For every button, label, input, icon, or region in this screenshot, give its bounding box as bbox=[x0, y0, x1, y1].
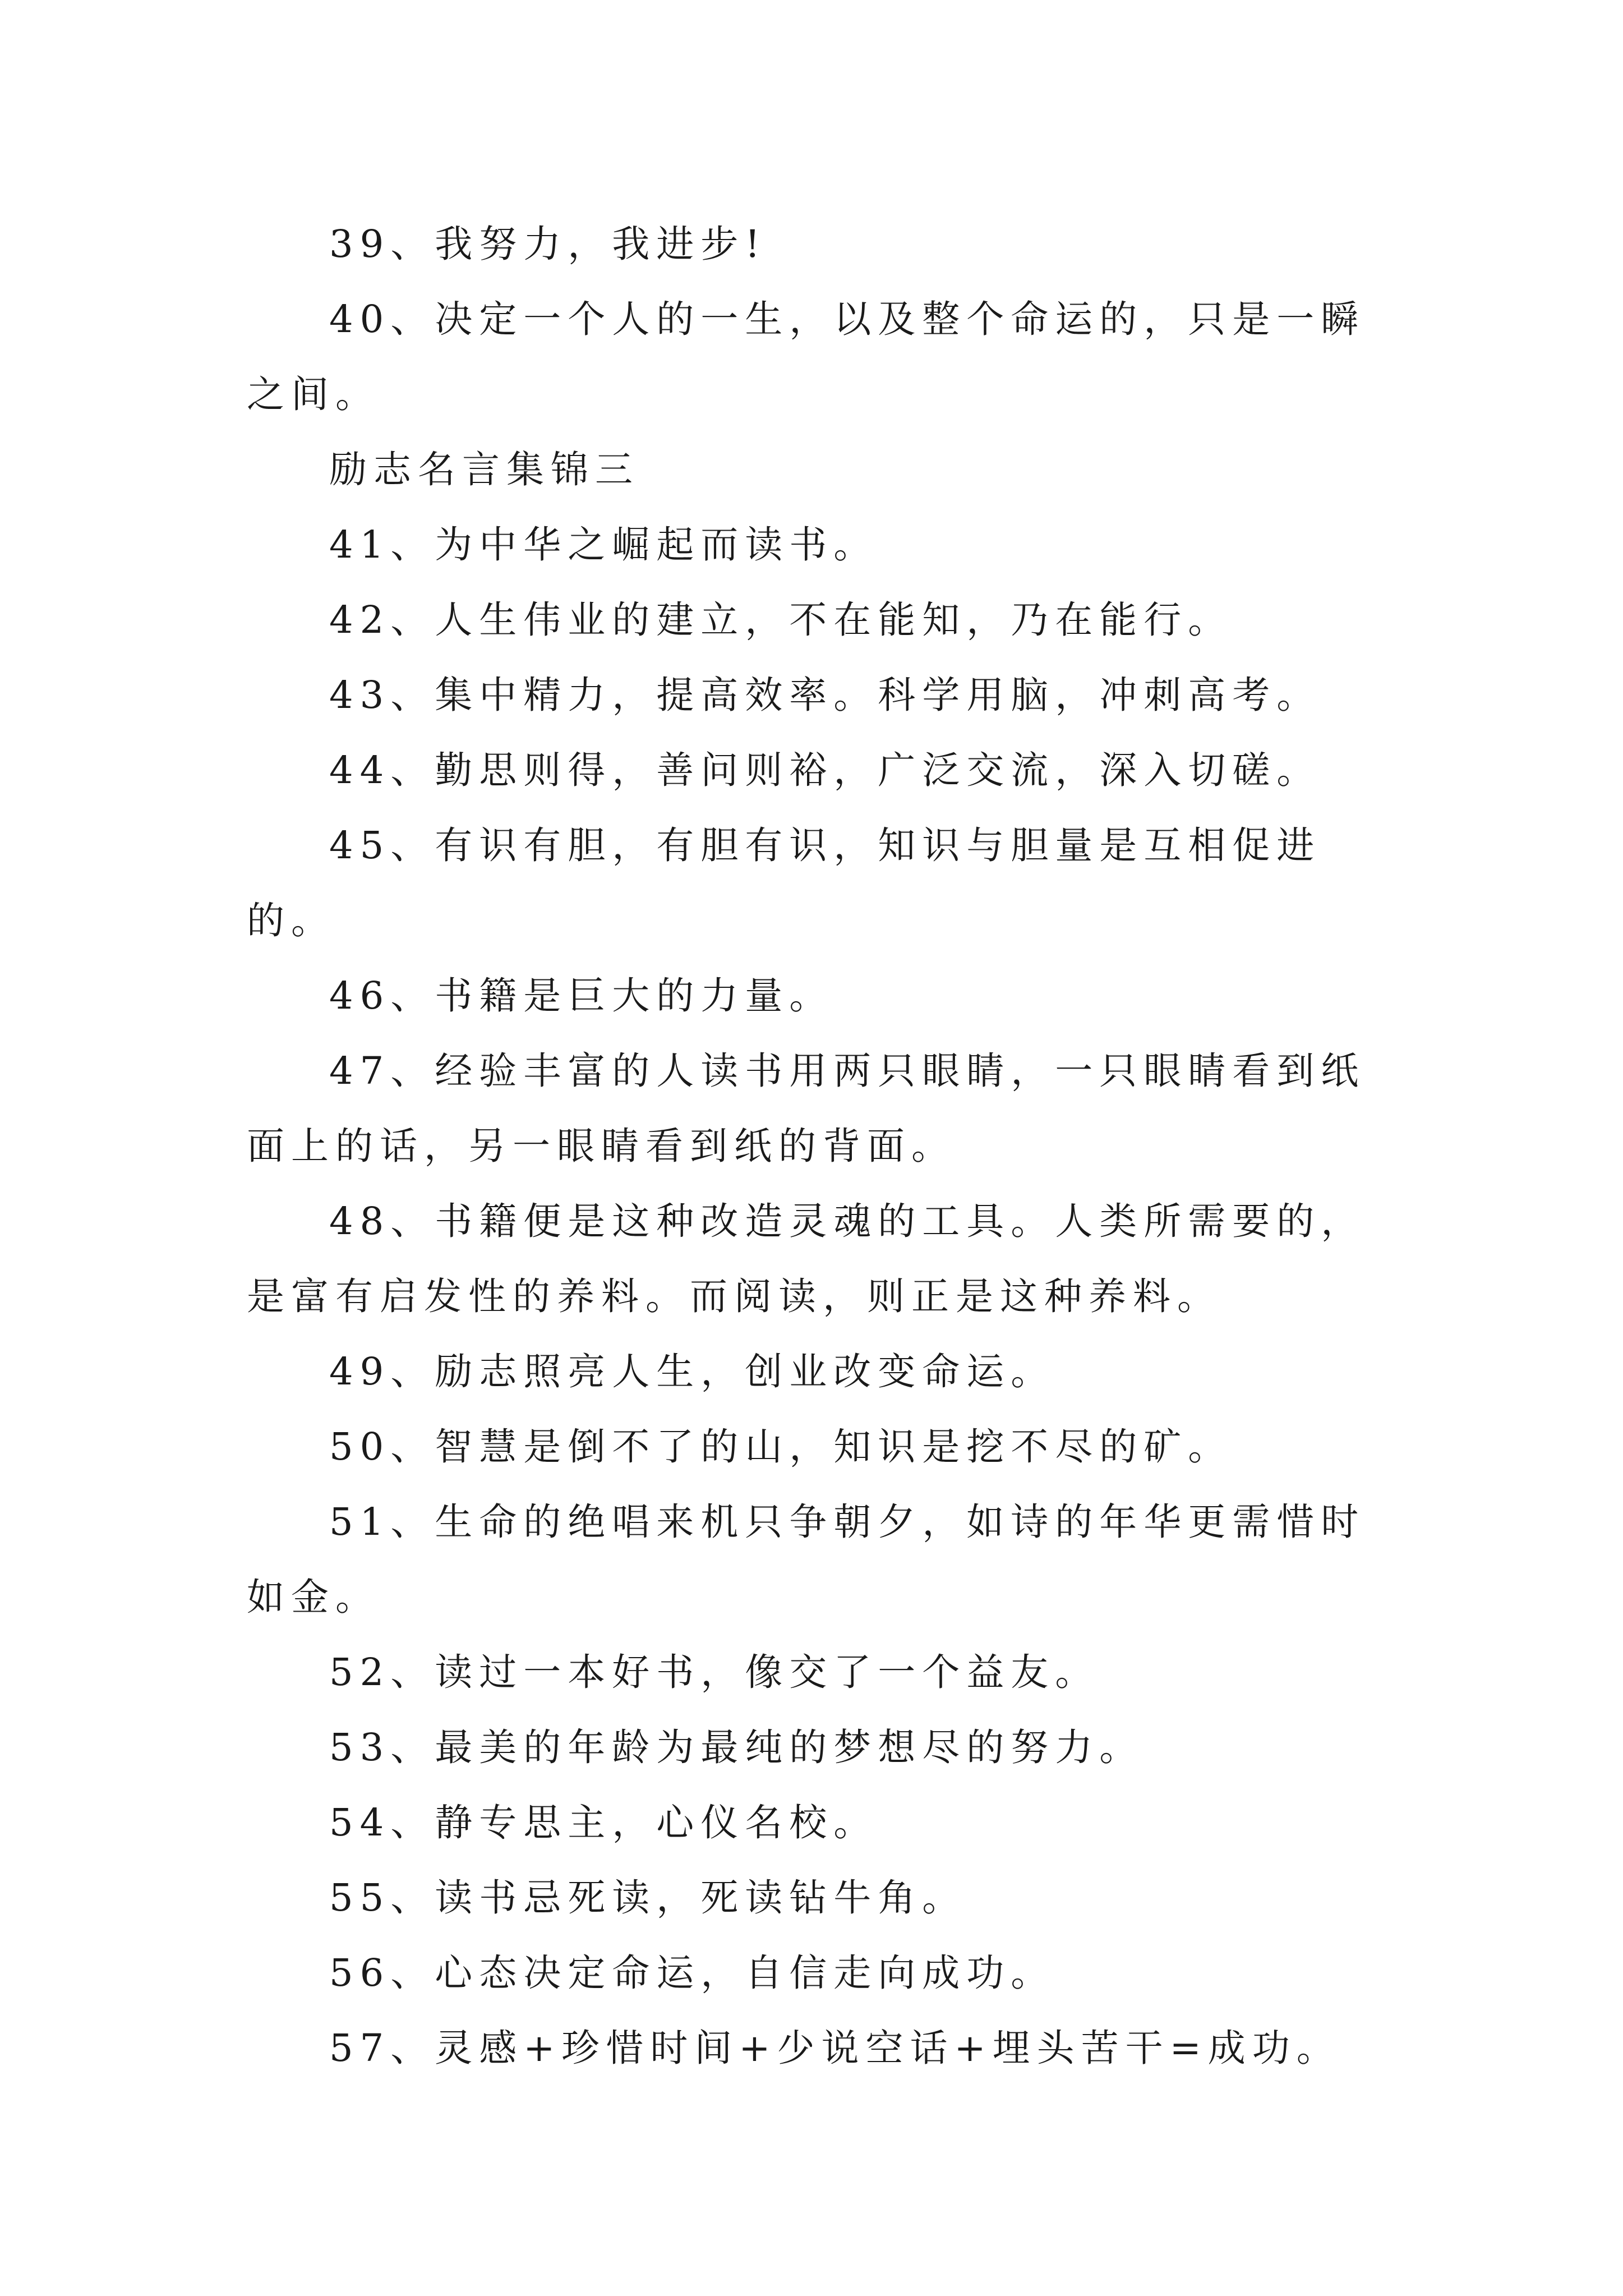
quote-52: 52、读过一本好书，像交了一个益友。 bbox=[329, 1650, 1100, 1694]
quote-56: 56、心态决定命运，自信走向成功。 bbox=[329, 1951, 1055, 1995]
quote-45: 45、有识有胆，有胆有识，知识与胆量是互相促进的。 bbox=[247, 823, 1321, 942]
document-body bbox=[247, 206, 1380, 2086]
quote-55: 55、读书忌死读，死读钻牛角。 bbox=[329, 1876, 967, 1920]
quote-44: 44、勤思则得，善问则裕，广泛交流，深入切磋。 bbox=[329, 748, 1321, 792]
quote-47: 47、经验丰富的人读书用两只眼睛，一只眼睛看到纸面上的话，另一眼睛看到纸的背面。 bbox=[247, 1049, 1366, 1168]
quote-57: 57、灵感+珍惜时间+少说空话+埋头苦干=成功。 bbox=[329, 2026, 1341, 2070]
quote-41: 41、为中华之崛起而读书。 bbox=[329, 523, 878, 567]
quote-46: 46、书籍是巨大的力量。 bbox=[329, 974, 834, 1018]
quote-54: 54、静专思主，心仪名校。 bbox=[329, 1801, 878, 1844]
quote-53: 53、最美的年龄为最纯的梦想尽的努力。 bbox=[329, 1726, 1144, 1769]
quote-43: 43、集中精力，提高效率。科学用脑，冲刺高考。 bbox=[329, 673, 1321, 717]
quote-42: 42、人生伟业的建立，不在能知，乃在能行。 bbox=[329, 598, 1233, 642]
section-heading: 励志名言集锦三 bbox=[329, 448, 639, 491]
quote-48: 48、书籍便是这种改造灵魂的工具。人类所需要的，是富有启发性的养料。而阅读，则正是这种养料。 bbox=[247, 1199, 1366, 1318]
quote-49: 49、励志照亮人生，创业改变命运。 bbox=[329, 1350, 1055, 1393]
quote-51: 51、生命的绝唱来机只争朝夕，如诗的年华更需惜时如金。 bbox=[247, 1500, 1366, 1619]
quote-40: 40、决定一个人的一生，以及整个命运的，只是一瞬之间。 bbox=[247, 297, 1366, 416]
quote-39: 39、我努力，我进步! bbox=[329, 222, 767, 266]
quote-50: 50、智慧是倒不了的山，知识是挖不尽的矿。 bbox=[329, 1425, 1233, 1469]
